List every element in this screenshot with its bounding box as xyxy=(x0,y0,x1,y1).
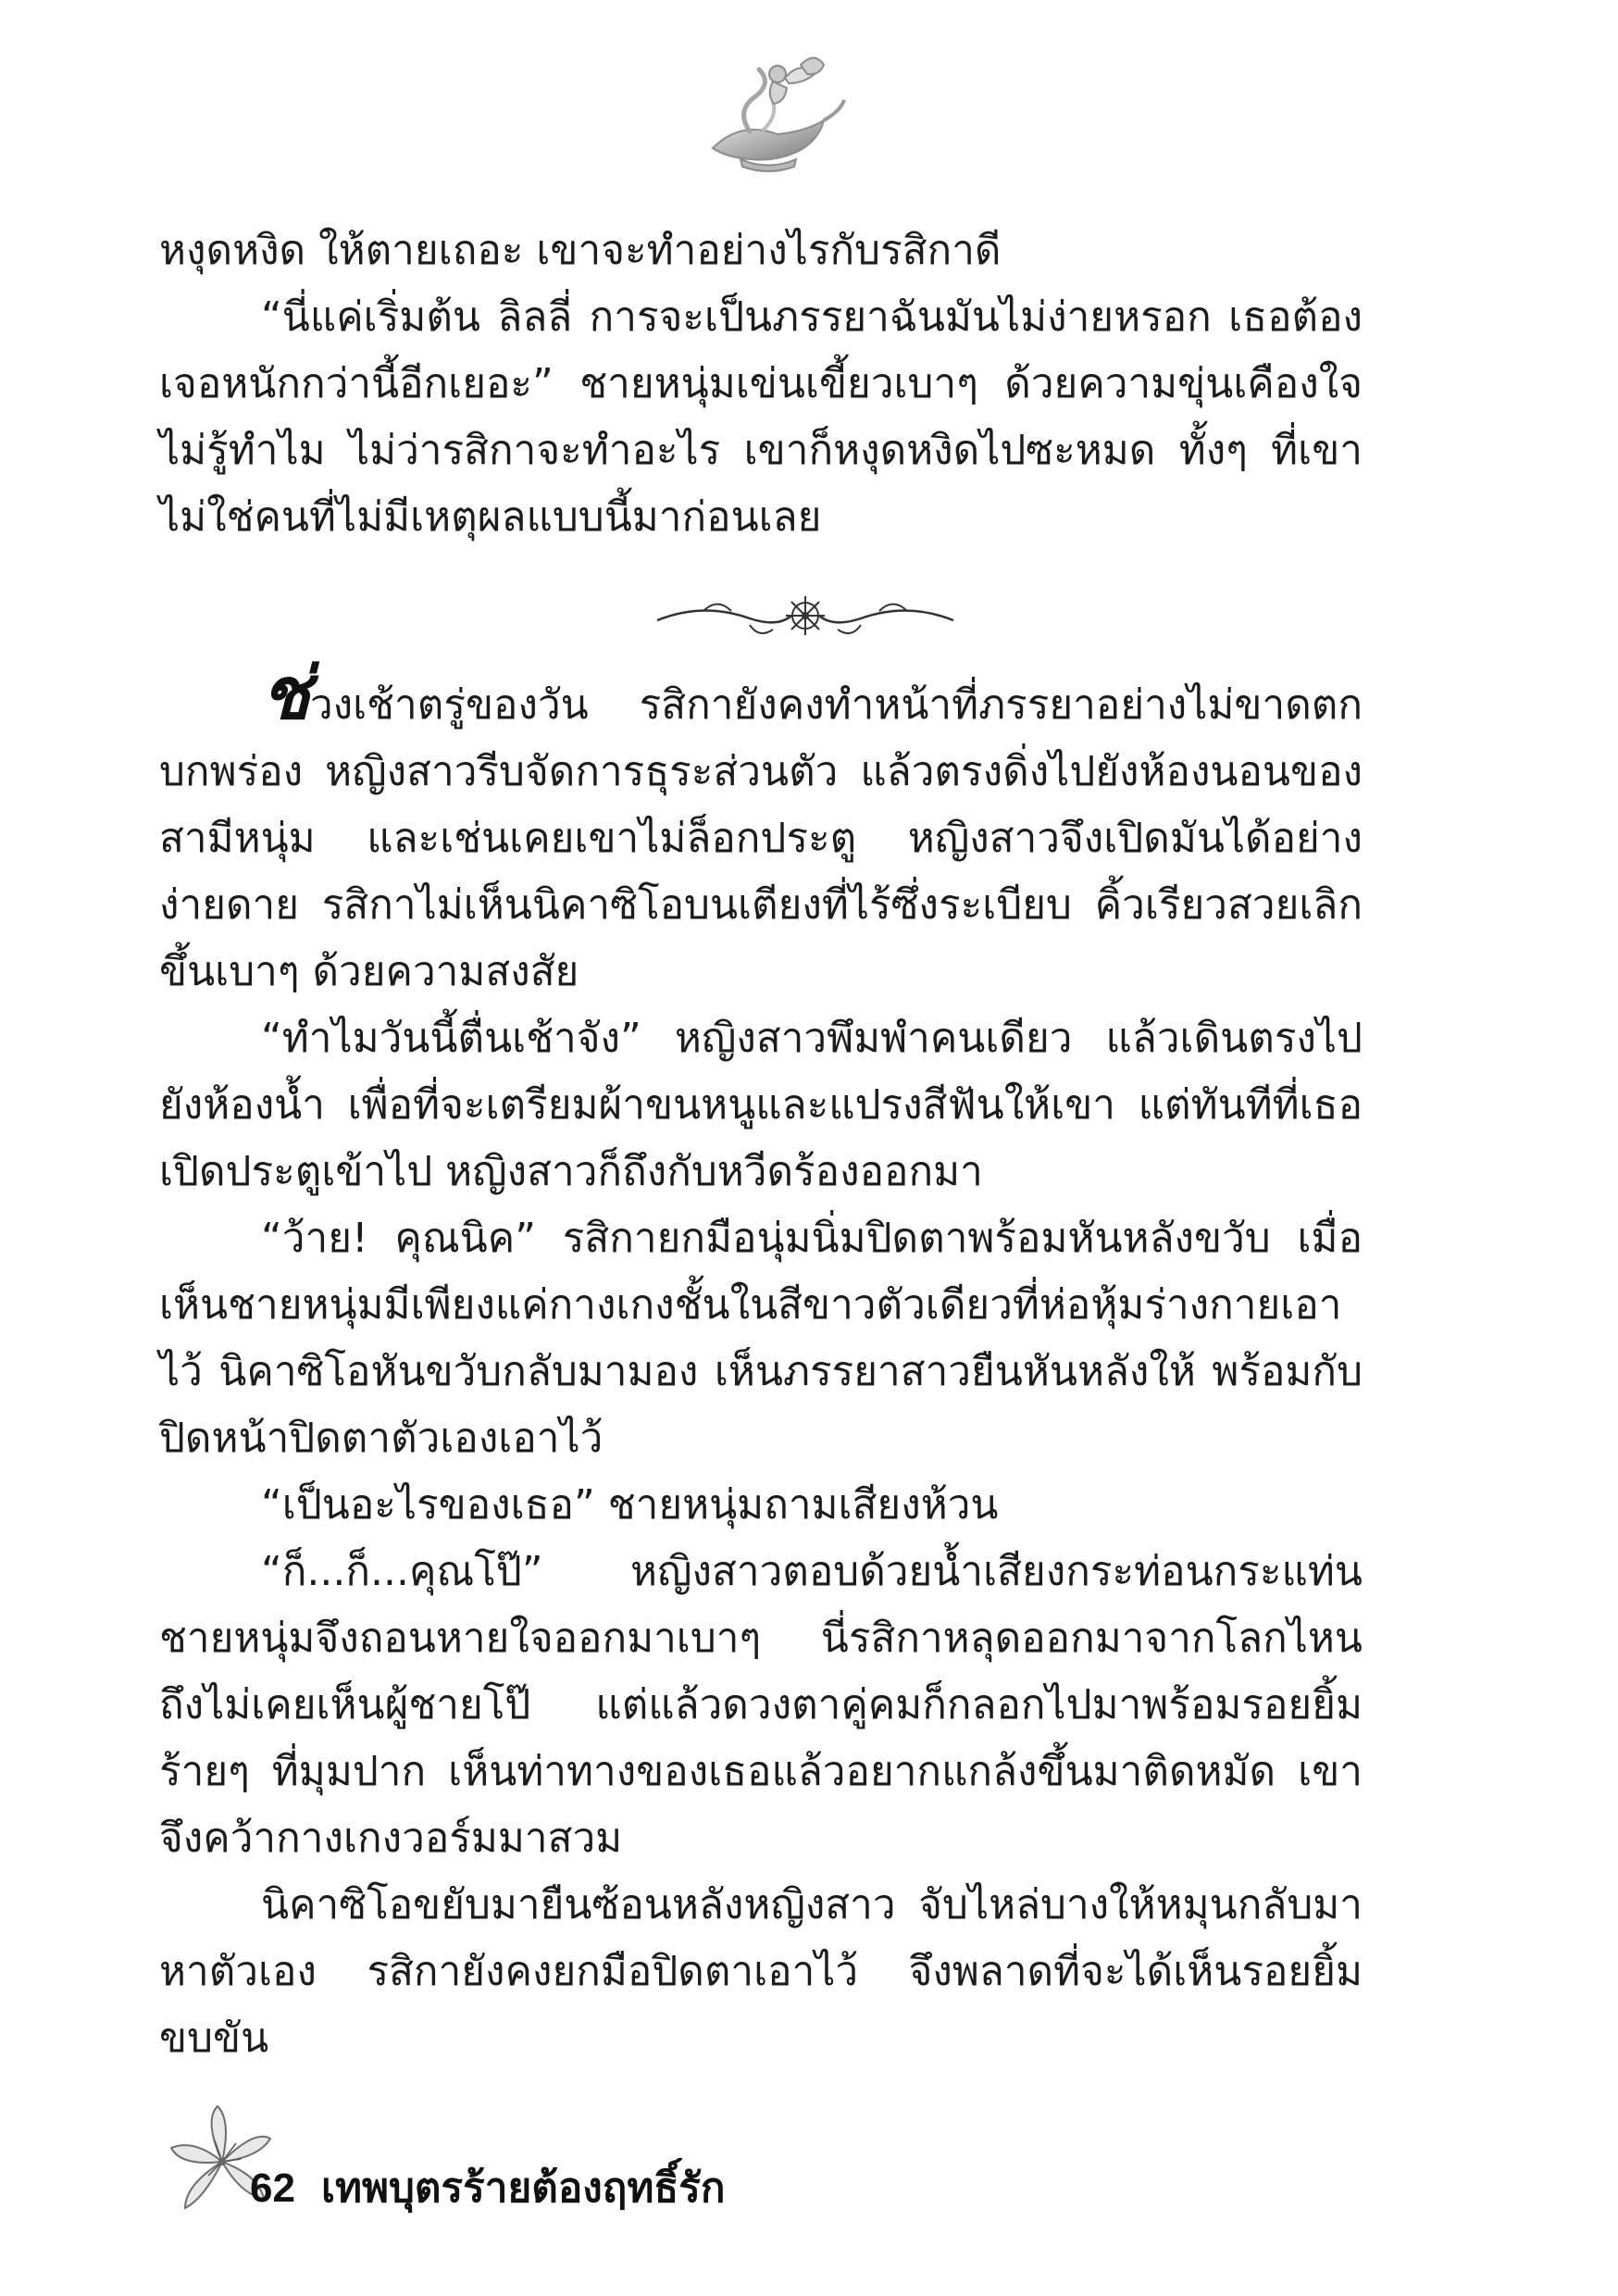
text-block-main xyxy=(159,652,1363,2072)
floral-divider-icon xyxy=(648,583,963,648)
drop-cap: ช่ xyxy=(261,652,310,736)
paragraph-1: “นี่แค่เริ่มต้น ลิลลี่ การจะเป็นภรรยาฉันมันไม่ง่ายหรอก เธอต้องเจอหนักกว่านี้อีกเยอะ” ชายหนุ่มเข่นเขี้ยวเบาๆ ด้วยความขุ่นเคืองใจ ไม่รู้ทำไม ไม่ว่ารสิกาจะทำอะไร เขาก็หงุดหงิดไปซะหมด ทั้งๆ ที่เขาไม่ใช่คนที่ไม่มีเหตุผลแบบนี้มาก่อนเลย xyxy=(159,293,1363,541)
paragraph-5: “เป็นอะไรของเธอ” ชายหนุ่มถามเสียงห้วน xyxy=(261,1481,999,1529)
paragraph-7: นิคาซิโอขยับมายืนซ้อนหลังหญิงสาว จับไหล่บางให้หมุนกลับมาหาตัวเอง รสิกายังคงยกมือปิดตาเอาไว้ จึงพลาดที่จะได้เห็นรอยยิ้มขบขัน xyxy=(159,1881,1363,2062)
page-footer xyxy=(167,2102,1000,2231)
paragraph-2-text: วงเช้าตรู่ของวัน รสิกายังคงทำหน้าที่ภรรยาอย่างไม่ขาดตกบกพร่อง หญิงสาวรีบจัดการธุระส่วนตัว แล้วตรงดิ่งไปยังห้องนอนของสามีหนุ่ม และเช่นเคยเขาไม่ล็อกประตู หญิงสาวจึงเปิดมันได้อย่างง่ายดาย รสิกาไม่เห็นนิคาซิโอบนเตียงที่ไร้ซึ่งระเบียบ คิ้วเรียวสวยเลิกขึ้นเบาๆ ด้วยความสงสัย xyxy=(159,681,1363,995)
teapot-cupid-ornament-icon xyxy=(685,46,852,185)
book-title: เทพบุตรร้ายต้องฤทธิ์รัก xyxy=(320,2165,726,2211)
text-block-top xyxy=(159,218,1363,551)
paragraph-4: “ว้าย! คุณนิค” รสิกายกมือนุ่มนิ่มปิดตาพร้อมหันหลังขวับ เมื่อเห็นชายหนุ่มมีเพียงแค่กางเกงชั้นในสีขาวตัวเดียวที่ห่อหุ้มร่างกายเอาไว้ นิคาซิโอหันขวับกลับมามอง เห็นภรรยาสาวยืนหันหลังให้ พร้อมกับปิดหน้าปิดตาตัวเองเอาไว้ xyxy=(159,1215,1363,1462)
page-number: 62 xyxy=(250,2165,295,2211)
paragraph-2 xyxy=(159,652,1363,1005)
paragraph-continuation: หงุดหงิด ให้ตายเถอะ เขาจะทำอย่างไรกับรสิกาดี xyxy=(159,227,1002,274)
paragraph-3: “ทำไมวันนี้ตื่นเช้าจัง” หญิงสาวพึมพำคนเดียว แล้วเดินตรงไปยังห้องน้ำ เพื่อที่จะเตรียมผ้าขนหนูและแปรงสีฟันให้เขา แต่ทันทีที่เธอเปิดประตูเข้าไป หญิงสาวก็ถึงกับหวีดร้องออกมา xyxy=(159,1015,1363,1195)
footer-text xyxy=(250,2155,726,2220)
paragraph-6: “ก็...ก็...คุณโป๊” หญิงสาวตอบด้วยน้ำเสียงกระท่อนกระแท่น ชายหนุ่มจึงถอนหายใจออกมาเบาๆ นี่รสิกาหลุดออกมาจากโลกไหน ถึงไม่เคยเห็นผู้ชายโป๊ แต่แล้วดวงตาคู่คมก็กลอกไปมาพร้อมรอยยิ้มร้ายๆ ที่มุมปาก เห็นท่าทางของเธอแล้วอยากแกล้งขึ้นมาติดหมัด เขาจึงคว้ากางเกงวอร์มมาสวม xyxy=(159,1548,1363,1862)
